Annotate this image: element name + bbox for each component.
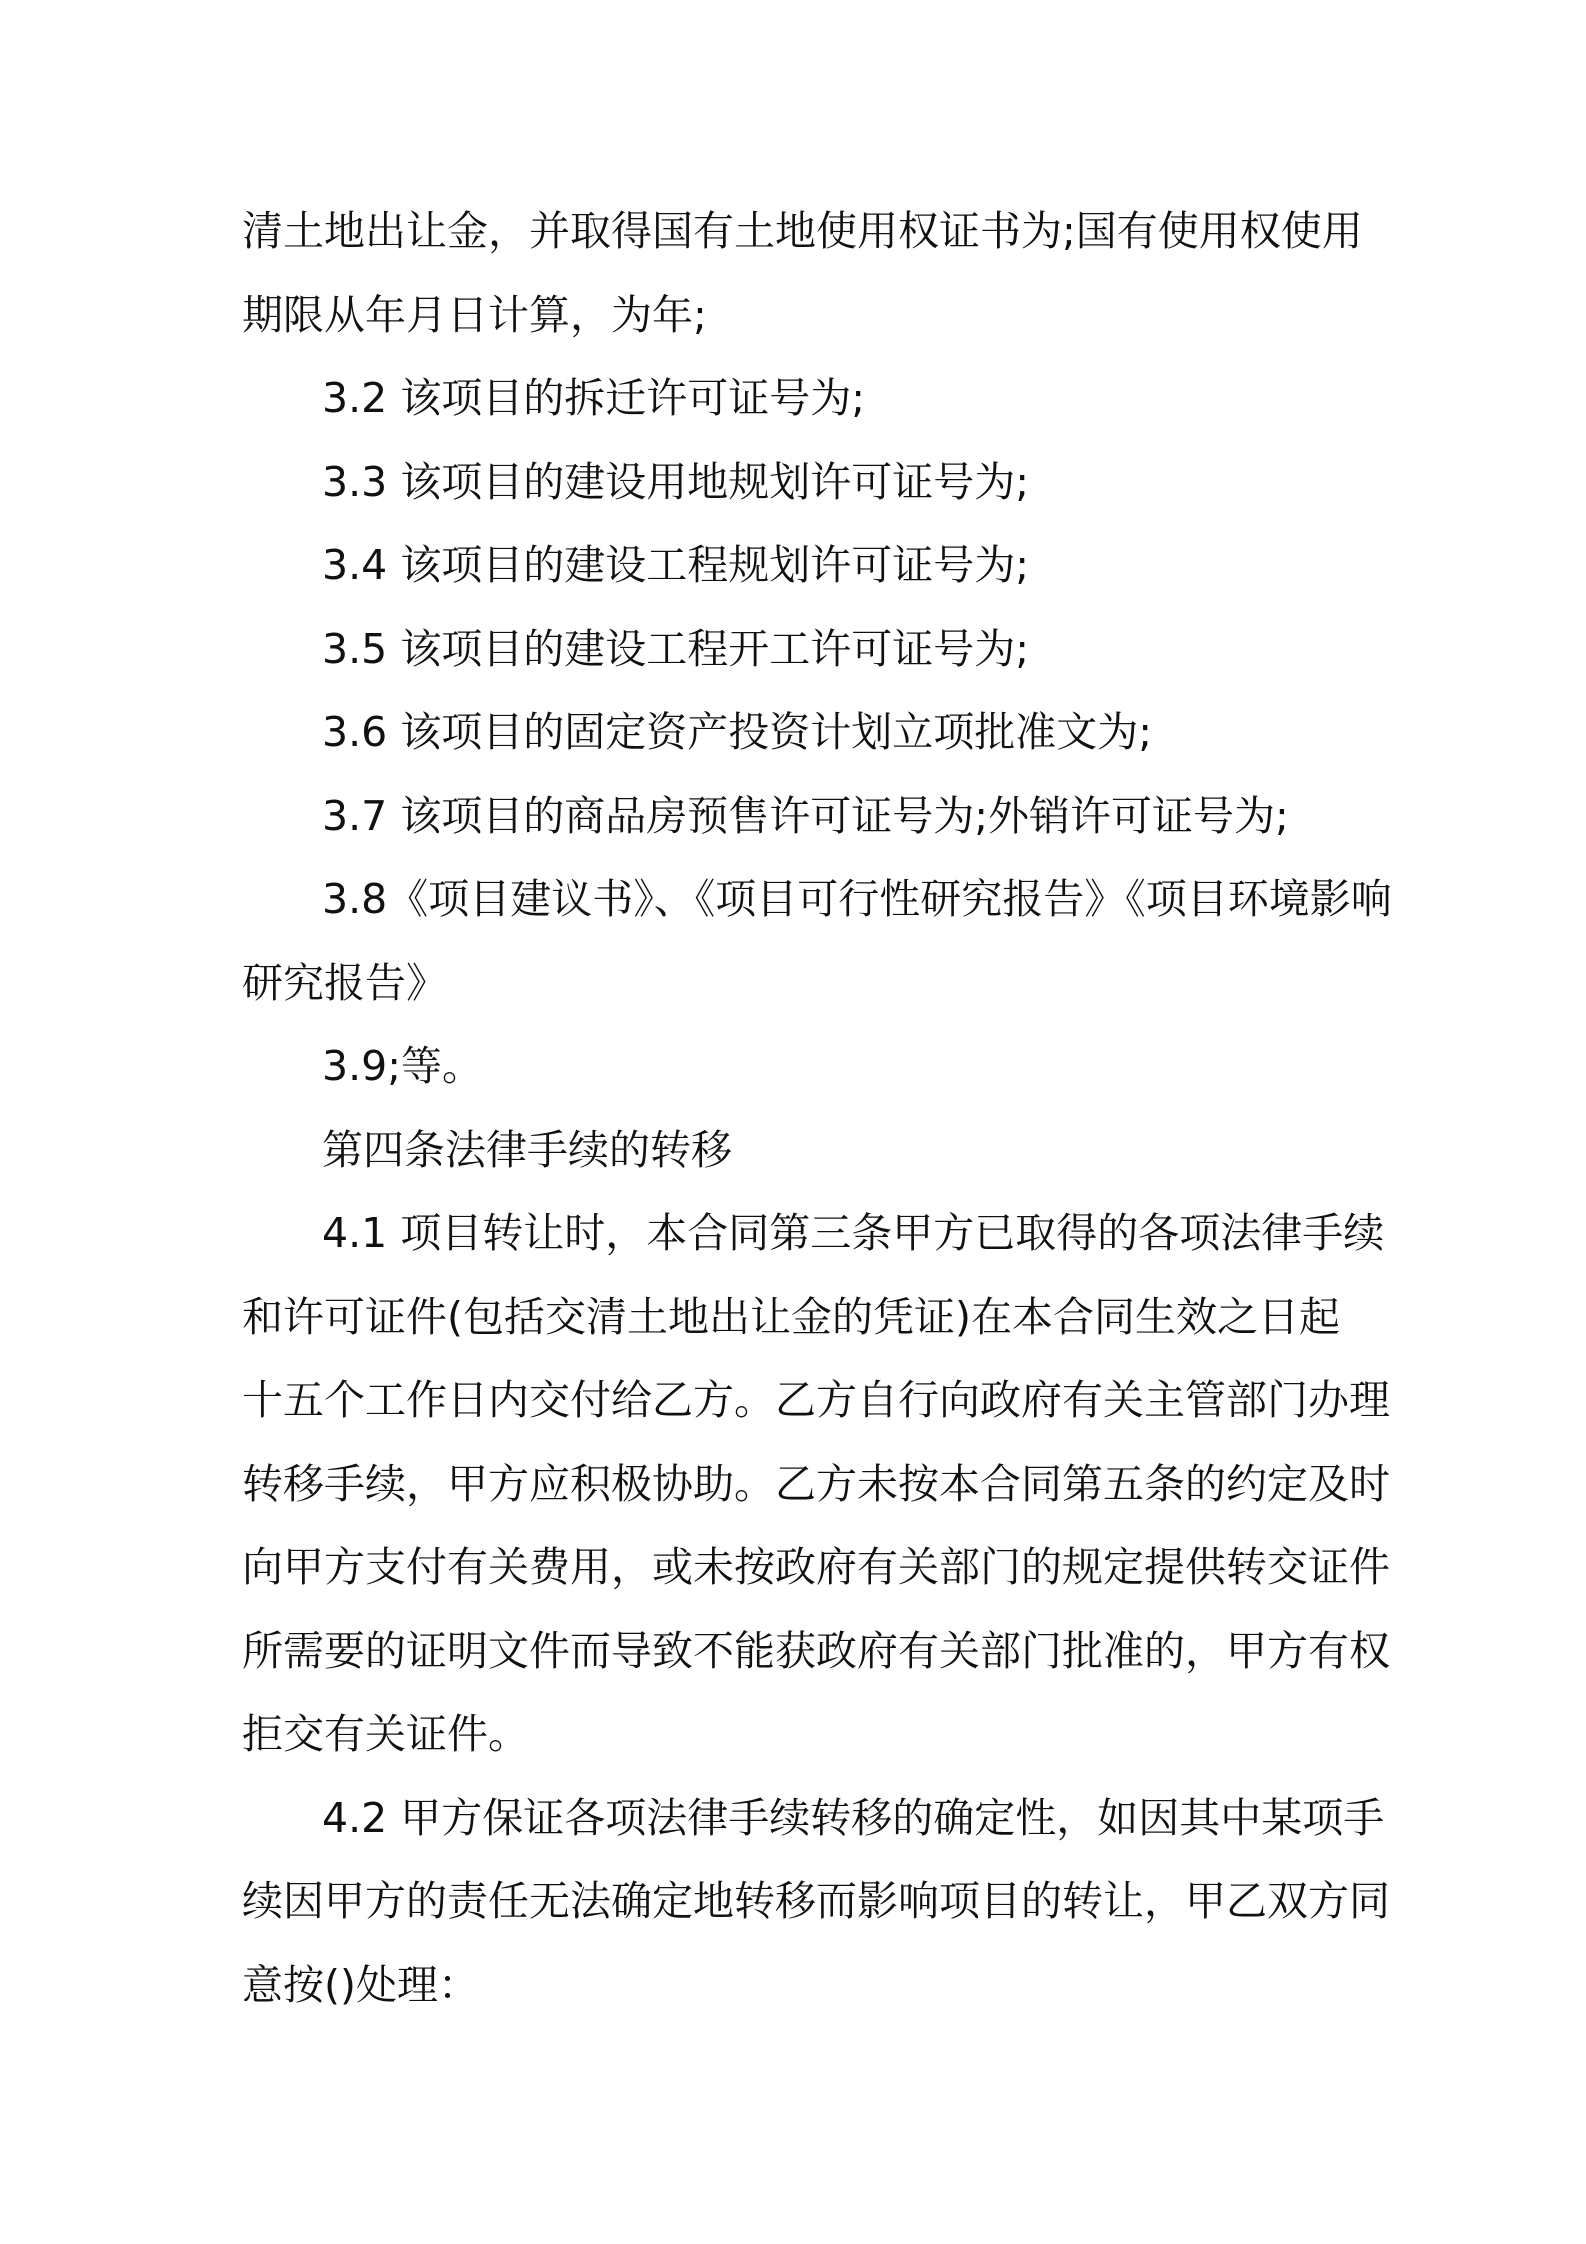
clause-3-8: 3.8《项目建议书》、《项目可行性研究报告》《项目环境影响: [322, 875, 1392, 923]
text-line: 和许可证件(包括交清土地出让金的凭证)在本合同生效之日起: [242, 1292, 1340, 1341]
section-heading-article-4: 第四条法律手续的转移: [322, 1125, 732, 1174]
text-line: 清土地出让金，并取得国有土地使用权证书为;国有使用权使用: [242, 207, 1363, 255]
clause-3-6: 3.6 该项目的固定资产投资计划立项批准文为;: [322, 708, 1153, 756]
clause-4-1: 4.1 项目转让时，本合同第三条甲方已取得的各项法律手续: [322, 1209, 1385, 1257]
clause-3-9: 3.9;等。: [322, 1042, 484, 1090]
clause-3-7: 3.7 该项目的商品房预售许可证号为;外销许可证号为;: [322, 791, 1289, 840]
text-line: 拒交有关证件。: [242, 1710, 529, 1758]
clause-4-2: 4.2 甲方保证各项法律手续转移的确定性，如因其中某项手: [322, 1793, 1385, 1842]
clause-3-5: 3.5 该项目的建设工程开工许可证号为;: [322, 624, 1030, 673]
text-line: 十五个工作日内交付给乙方。乙方自行向政府有关主管部门办理: [242, 1376, 1390, 1424]
document-body: [242, 190, 1392, 2027]
text-line: 研究报告》: [242, 958, 447, 1007]
text-line: 期限从年月日计算，为年;: [242, 290, 707, 339]
text-line: 续因甲方的责任无法确定地转移而影响项目的转让，甲乙双方同: [242, 1877, 1390, 1925]
clause-3-4: 3.4 该项目的建设工程规划许可证号为;: [322, 541, 1030, 589]
text-line: 向甲方支付有关费用，或未按政府有关部门的规定提供转交证件: [242, 1543, 1390, 1591]
text-line: 意按()处理：: [242, 1960, 479, 2009]
text-line: 所需要的证明文件而导致不能获政府有关部门批准的，甲方有权: [242, 1626, 1390, 1675]
clause-3-3: 3.3 该项目的建设用地规划许可证号为;: [322, 457, 1030, 506]
clause-3-2: 3.2 该项目的拆迁许可证号为;: [322, 374, 866, 422]
text-line: 转移手续，甲方应积极协助。乙方未按本合同第五条的约定及时: [242, 1459, 1390, 1508]
